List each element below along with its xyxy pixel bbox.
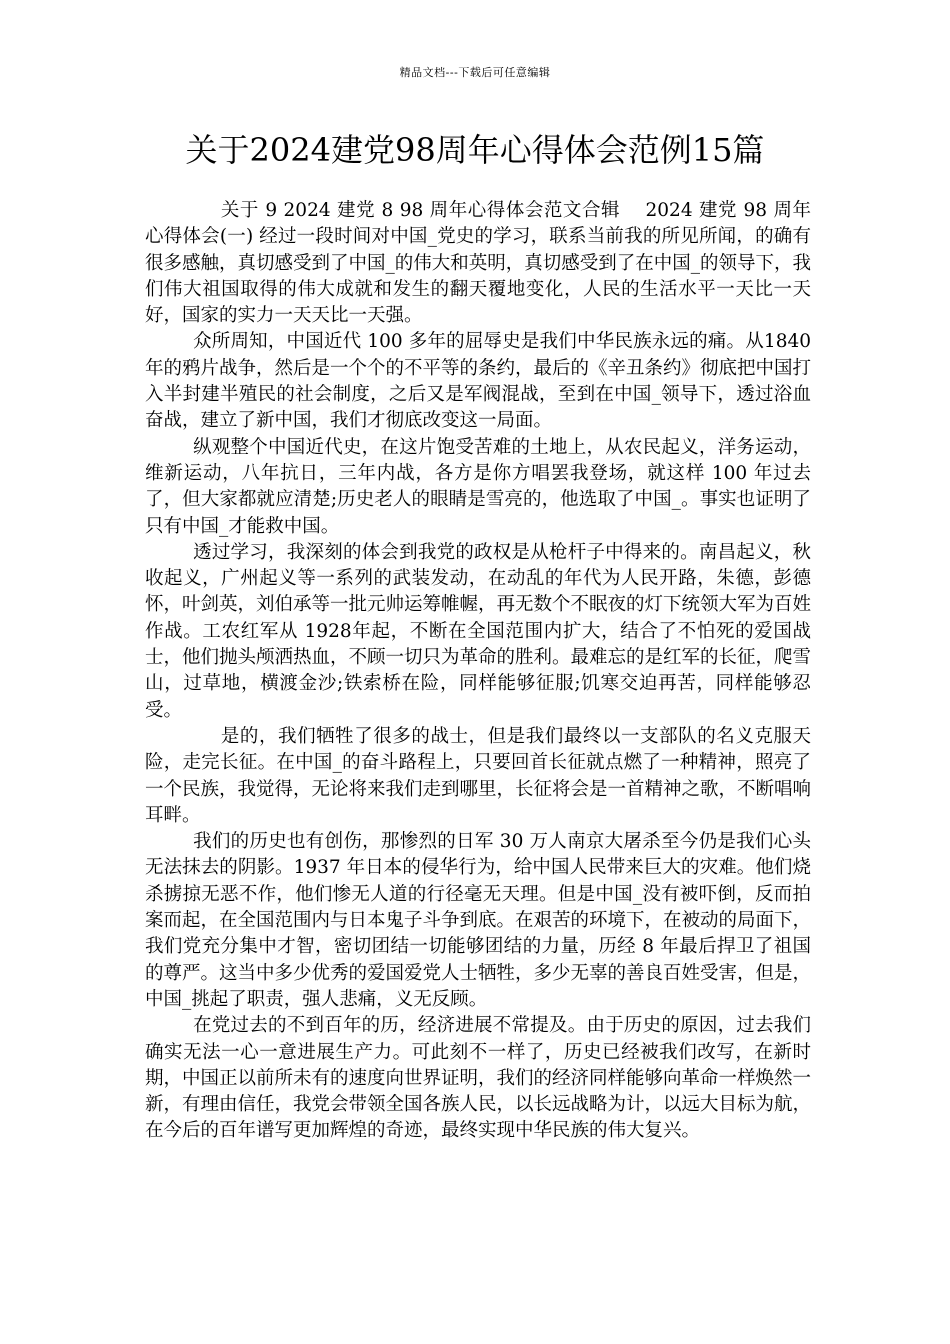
paragraph-7: 在党过去的不到百年的历，经济进展不常提及。由于历史的原因，过去我们确实无法一心一意进展生产力。可此刻不一样了，历史已经被我们改写，在新时期，中国正以前所未有的速度向世界证明，我们的经济同样能够向革命一样焕然一新，有理由信任，我党会带领全国各族人民，以长远战略为计，以远大目标为航，在今后的百年谱写更加辉煌的奇迹，最终实现中华民族的伟大复兴。	[145, 1015, 812, 1142]
header-note: 精品文档---下载后可任意编辑	[399, 66, 551, 79]
paragraph-5: 是的，我们牺牲了很多的战士，但是我们最终以一支部队的名义克服天险，走完长征。在中国_的奋斗路程上，只要回首长征就点燃了一种精神，照亮了一个民族，我觉得，无论将来我们走到哪里，长征将会是一首精神之歌，不断唱响耳畔。	[145, 725, 812, 826]
paragraph-1: 关于 9 2024 建党 8 98 周年心得体会范文合辑 2024 建党 98 周年心得体会(一) 经过一段时间对中国_党史的学习，联系当前我的所见所闻，的确有很多感触，真切感受到了中国_的伟大和英明，真切感受到了在中国_的领导下，我们伟大祖国取得的伟大成就和发生的翻天覆地变化，人民的生活水平一天比一天好，国家的实力一天天比一天强。	[145, 200, 812, 327]
paragraph-2: 众所周知，中国近代 100 多年的屈辱史是我们中华民族永远的痛。从1840 年的鸦片战争，然后是一个个的不平等的条约，最后的《辛丑条约》彻底把中国打入半封建半殖民的社会制度，之后又是军阀混战，至到在中国_领导下，透过浴血奋战，建立了新中国，我们才彻底改变这一局面。	[145, 331, 812, 432]
paragraph-3: 纵观整个中国近代史，在这片饱受苦难的土地上，从农民起义，洋务运动，维新运动，八年抗日，三年内战，各方是你方唱罢我登场，就这样 100 年过去了，但大家都就应清楚;历史老人的眼睛是雪亮的，他选取了中国_。事实也证明了只有中国_才能救中国。	[145, 436, 811, 537]
document-body	[145, 198, 811, 1145]
paragraph-6: 我们的历史也有创伤，那惨烈的日军 30 万人南京大屠杀至今仍是我们心头无法抹去的阴影。1937 年日本的侵华行为，给中国人民带来巨大的灾难。他们烧杀掳掠无恶不作，他们惨无人道的行径毫无天理。但是中国_没有被吓倒，反而拍案而起，在全国范围内与日本鬼子斗争到底。在艰苦的环境下，在被动的局面下，我们党充分集中才智，密切团结一切能够团结的力量，历经 8 年最后捍卫了祖国的尊严。这当中多少优秀的爱国爱党人士牺牲，多少无辜的善良百姓受害，但是，中国_挑起了职责，强人悲痛，义无反顾。	[145, 831, 812, 1010]
document-title: 关于2024建党98周年心得体会范例15篇	[185, 131, 765, 169]
paragraph-4: 透过学习，我深刻的体会到我党的政权是从枪杆子中得来的。南昌起义，秋收起义，广州起义等一系列的武装发动，在动乱的年代为人民开路，朱德，彭德怀，叶剑英，刘伯承等一批元帅运筹帷幄，再无数个不眠夜的灯下统领大军为百姓作战。工农红军从 1928年起，不断在全国范围内扩大，结合了不怕死的爱国战士，他们抛头颅洒热血，不顾一切只为革命的胜利。最难忘的是红军的长征，爬雪山，过草地，横渡金沙;铁索桥在险，同样能够征服;饥寒交迫再苦，同样能够忍受。	[145, 541, 812, 721]
